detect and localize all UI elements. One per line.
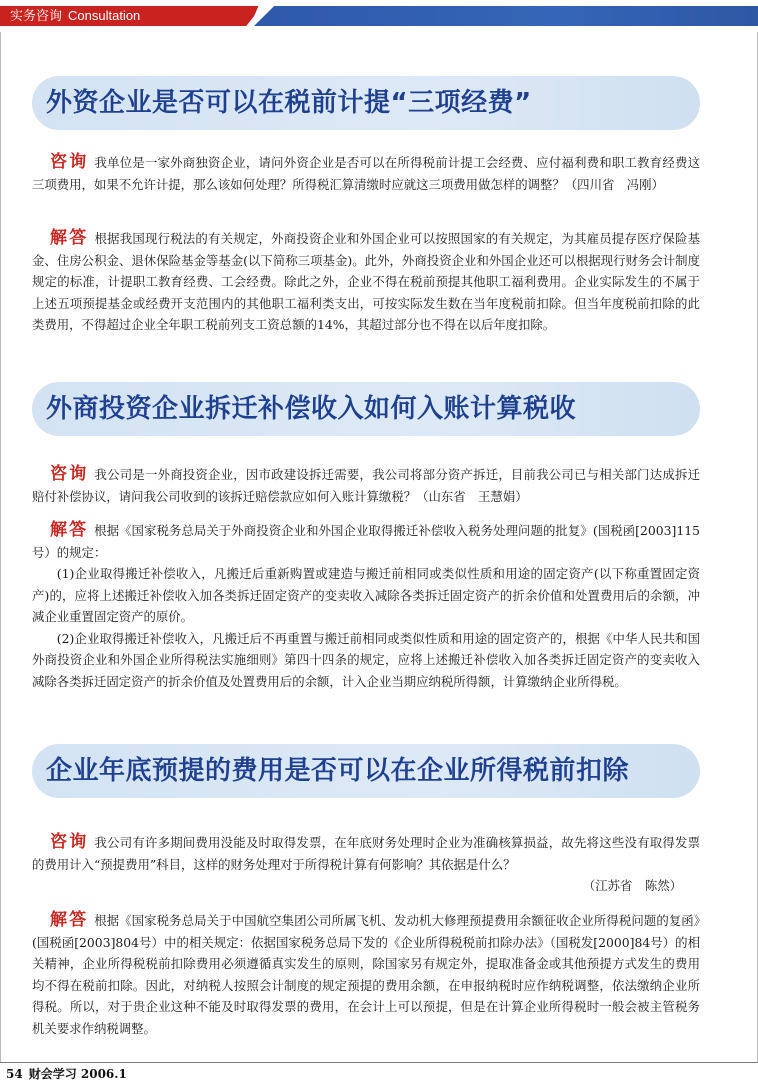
question-label: 咨询 bbox=[50, 152, 89, 172]
article-2-title: 外商投资企业拆迁补偿收入如何入账计算税收 bbox=[46, 394, 577, 424]
answer-text: 根据我国现行税法的有关规定，外商投资企业和外国企业可以按照国家的有关规定，为其雇员提存医疗保险基金、住房公积金、退休保险基金等基金(以下简称三项基金)。此外，外商投资企业和外国企业还可以根据现行财务会计制度规定的标准，计提职工教育经费、工会经费。除此之外，企业不得在税前预提其他职工福利费用。企业实际发生的不属于上述五项预提基金或经费开支范围内的其他职工福利类支出，可按实际发生数在当年度税前扣除。但当年度税前扣除的此类费用，不得超过企业全年职工税前列支工资总额的14%，其超过部分也不得在以后年度扣除。 bbox=[32, 231, 701, 332]
article-2-answer bbox=[32, 520, 700, 692]
article-2-title-banner bbox=[32, 382, 700, 436]
answer-text: 根据《国家税务总局关于中国航空集团公司所属飞机、发动机大修理预提费用余额征收企业所得税问题的复函》(国税函[2003]804号）中的相关规定：依据国家税务总局下发的《企业所得税税前扣除办法》（国税发[2000]84号）的相关精神，企业所得税税前扣除费用必须遵循真实发生的原则，除国家另有规定外，提取准备金或其他预提方式发生的费用均不得在税前扣除。因此，对纳税人按照会计制度的规定预提的费用余额，在申报纳税时应作纳税调整，依法缴纳企业所得税。所以，对于贵企业这种不能及时取得发票的费用，在会计上可以预提，但是在计算企业所得税时一般会被主管税务机关要求作纳税调整。 bbox=[32, 913, 700, 1036]
article-3-title: 企业年底预提的费用是否可以在企业所得税前扣除 bbox=[46, 756, 630, 786]
section-label-en: Consultation bbox=[68, 8, 141, 23]
header-blue-band bbox=[254, 6, 758, 26]
question-signature: （江苏省 陈然） bbox=[582, 878, 682, 893]
section-header-bar bbox=[0, 0, 758, 32]
page-footer bbox=[0, 1062, 758, 1084]
section-label-cn: 实务咨询 bbox=[10, 9, 63, 24]
answer-text: 根据《国家税务总局关于外商投资企业和外国企业取得搬迁补偿收入税务处理问题的批复》(国税函[2003]115号）的规定： bbox=[32, 523, 701, 560]
answer-label: 解答 bbox=[50, 228, 89, 248]
article-1-title-banner bbox=[32, 76, 700, 130]
answer-item-1: (1)企业取得搬迁补偿收入，凡搬迁后重新购置或建造与搬迁前相同或类似性质和用途的固定资产(以下称重置固定资产)的，应将上述搬迁补偿收入加各类拆迁固定资产的变卖收入减除各类拆迁固定资产的折余价值和处置费用后的余额，冲减企业重置固定资产的原价。 bbox=[32, 566, 700, 624]
answer-label: 解答 bbox=[50, 910, 89, 930]
article-3-title-banner bbox=[32, 744, 700, 798]
answer-item-2: (2)企业取得搬迁补偿收入，凡搬迁后不再重置与搬迁前相同或类似性质和用途的固定资产的，根据《中华人民共和国外商投资企业和外国企业所得税法实施细则》第四十四条的规定，应将上述搬迁补偿收入加各类拆迁固定资产的变卖收入减除各类拆迁固定资产的折余价值及处置费用后的余额，计入企业当期应纳税所得额，计算缴纳企业所得税。 bbox=[32, 630, 700, 689]
question-text: 我公司有许多期间费用没能及时取得发票，在年底财务处理时企业为准确核算损益，故先将这些没有取得发票的费用计入“预提费用”科目，这样的财务处理对于所得税计算有何影响？其依据是什么？ bbox=[32, 835, 701, 872]
answer-label: 解答 bbox=[50, 520, 89, 540]
article-1-question bbox=[32, 152, 700, 195]
question-label: 咨询 bbox=[50, 832, 89, 852]
left-margin-rule bbox=[0, 32, 1, 1062]
article-1-answer bbox=[32, 228, 700, 336]
article-2-question bbox=[32, 464, 700, 507]
question-text: 我单位是一家外商独资企业，请问外资企业是否可以在所得税前计提工会经费、应付福利费和职工教育经费这三项费用，如果不允许计提，那么该如何处理？所得税汇算清缴时应就这三项费用做怎样的调整？（四川省 冯刚） bbox=[32, 155, 701, 192]
article-3-question bbox=[32, 832, 700, 897]
section-label bbox=[10, 8, 140, 25]
question-text: 我公司是一外商投资企业，因市政建设拆迁需要，我公司将部分资产拆迁，目前我公司已与相关部门达成拆迁赔付补偿协议，请问我公司收到的该拆迁赔偿款应如何入账计算缴税？（山东省 王慧娟） bbox=[32, 467, 701, 504]
question-label: 咨询 bbox=[50, 464, 89, 484]
article-3-answer bbox=[32, 910, 700, 1039]
article-1-title: 外资企业是否可以在税前计提“三项经费” bbox=[46, 88, 532, 118]
footer-info bbox=[6, 1065, 127, 1082]
journal-name: 财会学习 2006.1 bbox=[28, 1067, 127, 1081]
page-number: 54 bbox=[6, 1067, 23, 1081]
